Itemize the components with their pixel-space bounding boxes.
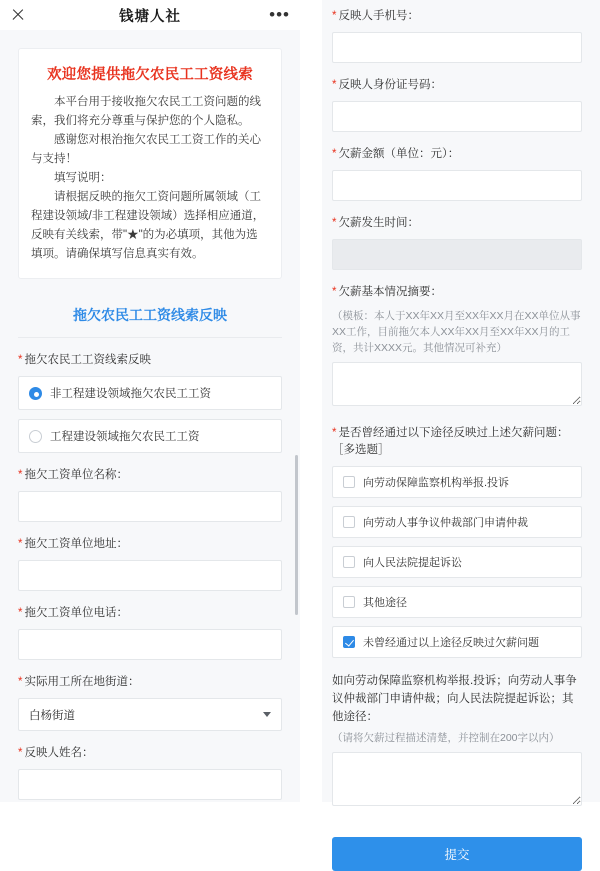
unit-phone-input[interactable] xyxy=(18,629,282,660)
field-arrears-date xyxy=(332,215,582,270)
checkbox-option-other[interactable] xyxy=(332,586,582,618)
radio-label-nonconstruction: 非工程建设领域拖欠农民工工资 xyxy=(50,388,211,400)
field-label-unit-address: * 拖欠工资单位地址： xyxy=(18,538,128,550)
checkbox-icon-unchecked xyxy=(343,596,355,608)
radio-icon-selected xyxy=(29,387,42,400)
close-icon[interactable] xyxy=(10,7,26,23)
unit-name-input[interactable] xyxy=(18,491,282,522)
checkbox-label-other: 其他途径 xyxy=(363,597,407,609)
field-arrears-amount xyxy=(332,146,582,201)
radio-label-construction: 工程建设领域拖欠农民工工资 xyxy=(50,431,200,443)
left-scroll-body xyxy=(0,30,300,802)
field-label-reporter-id: * 反映人身份证号码： xyxy=(332,79,442,91)
left-scrollbar[interactable] xyxy=(295,455,298,615)
reporter-id-input[interactable] xyxy=(332,101,582,132)
field-previous-channels xyxy=(332,425,582,658)
street-select-value: 白杨街道 xyxy=(29,709,75,722)
notice-paragraph-1: 本平台用于接收拖欠农民工工资问题的线索，我们将充分尊重与保护您的个人隐私。 xyxy=(31,96,261,127)
channel-detail-hint: （请将欠薪过程描述清楚，并控制在200字以内） xyxy=(332,732,560,744)
pane-separator xyxy=(300,0,322,802)
submit-button[interactable]: 提交 xyxy=(332,837,582,871)
field-label-previous-channels: * 是否曾经通过以下途径反映过上述欠薪问题：［多选题］ xyxy=(332,427,569,456)
required-star-icon: * xyxy=(332,10,337,22)
checkbox-label-none: 未曾经通过以上途径反映过欠薪问题 xyxy=(363,637,539,649)
required-star-icon: * xyxy=(18,747,23,759)
field-label-category: * 拖欠农民工工资线索反映 xyxy=(18,354,151,366)
reporter-name-input[interactable] xyxy=(18,769,282,800)
checkbox-label-court: 向人民法院提起诉讼 xyxy=(363,557,462,569)
checkbox-icon-unchecked xyxy=(343,556,355,568)
right-pane xyxy=(322,0,600,862)
checkbox-icon-checked xyxy=(343,636,355,648)
required-star-icon: * xyxy=(332,286,337,298)
field-label-street: * 实际用工所在地街道： xyxy=(18,676,140,688)
chevron-down-icon xyxy=(263,712,271,717)
field-unit-phone xyxy=(18,605,282,660)
required-star-icon: * xyxy=(332,148,337,160)
checkbox-icon-unchecked xyxy=(343,516,355,528)
channel-detail-textarea[interactable] xyxy=(332,752,582,806)
page-title: 钱塘人社 xyxy=(119,8,181,25)
form-section-title: 拖欠农民工工资线索反映 xyxy=(73,307,227,323)
checkbox-option-labor-inspection[interactable] xyxy=(332,466,582,498)
checkbox-icon-unchecked xyxy=(343,476,355,488)
notice-paragraph-4: 请根据反映的拖欠工资问题所属领域（工程建设领域/非工程建设领域）选择相应通道，反映有关线索，带"★"的为必填项，其他为选填项。请确保填写信息真实有效。 xyxy=(31,191,265,260)
field-unit-name xyxy=(18,467,282,522)
required-star-icon: * xyxy=(332,427,337,439)
more-dots-icon[interactable]: ••• xyxy=(269,5,290,24)
notice-paragraph-3: 填写说明： xyxy=(54,172,112,184)
notice-card xyxy=(18,48,282,279)
field-label-arrears-date: * 欠薪发生时间： xyxy=(332,217,419,229)
field-label-reporter-name: * 反映人姓名： xyxy=(18,747,94,759)
checkbox-option-arbitration[interactable] xyxy=(332,506,582,538)
required-star-icon: * xyxy=(332,79,337,91)
radio-option-nonconstruction[interactable] xyxy=(18,376,282,410)
field-reporter-name xyxy=(18,745,282,800)
arrears-summary-textarea[interactable] xyxy=(332,362,582,406)
field-label-arrears-summary: * 欠薪基本情况摘要： xyxy=(332,286,442,298)
left-pane xyxy=(0,0,300,802)
field-reporter-phone xyxy=(332,8,582,63)
arrears-date-picker[interactable] xyxy=(332,239,582,270)
title-bar xyxy=(0,0,300,30)
channel-detail-paragraph: 如向劳动保障监察机构举报.投诉；向劳动人事争议仲裁部门申请仲裁；向人民法院提起诉讼；其他途径： xyxy=(332,675,577,723)
radio-icon-unselected xyxy=(29,430,42,443)
checkbox-option-none[interactable] xyxy=(332,626,582,658)
required-star-icon: * xyxy=(18,469,23,481)
field-unit-address xyxy=(18,536,282,591)
field-label-reporter-phone: * 反映人手机号： xyxy=(332,10,419,22)
field-label-arrears-amount: * 欠薪金额（单位：元）： xyxy=(332,148,460,160)
field-category xyxy=(18,352,282,453)
radio-option-construction[interactable] xyxy=(18,419,282,453)
field-arrears-summary xyxy=(332,284,582,411)
reporter-phone-input[interactable] xyxy=(332,32,582,63)
arrears-amount-input[interactable] xyxy=(332,170,582,201)
required-star-icon: * xyxy=(18,607,23,619)
required-star-icon: * xyxy=(18,676,23,688)
arrears-summary-hint: （模板：本人于XX年XX月至XX年XX月在XX单位从事XX工作，目前拖欠本人XX年XX月至XX年XX月的工资，共计XXXX元。其他情况可补充） xyxy=(332,310,581,354)
checkbox-option-court[interactable] xyxy=(332,546,582,578)
field-channel-detail xyxy=(332,672,582,811)
field-street xyxy=(18,674,282,731)
notice-paragraph-2: 感谢您对根治拖欠农民工工资工作的关心与支持！ xyxy=(31,134,261,165)
field-label-unit-phone: * 拖欠工资单位电话： xyxy=(18,607,128,619)
required-star-icon: * xyxy=(332,217,337,229)
checkbox-label-arbitration: 向劳动人事争议仲裁部门申请仲裁 xyxy=(363,517,528,529)
required-star-icon: * xyxy=(18,538,23,550)
section-divider xyxy=(18,337,282,338)
required-star-icon: * xyxy=(18,354,23,366)
street-select[interactable] xyxy=(18,698,282,731)
unit-address-input[interactable] xyxy=(18,560,282,591)
field-reporter-id xyxy=(332,77,582,132)
notice-title: 欢迎您提供拖欠农民工工资线索 xyxy=(47,67,253,83)
field-label-unit-name: * 拖欠工资单位名称： xyxy=(18,469,128,481)
checkbox-label-labor-inspection: 向劳动保障监察机构举报.投诉 xyxy=(363,477,510,489)
